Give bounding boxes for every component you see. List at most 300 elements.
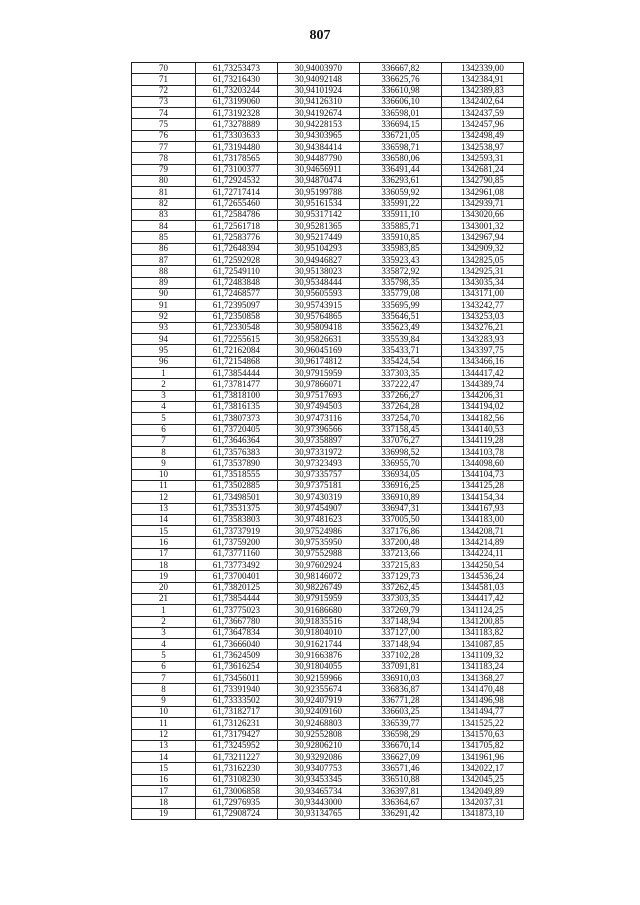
x-coordinate-cell: 335646,51: [359, 311, 441, 322]
latitude-cell: 61,73720405: [195, 424, 277, 435]
table-row: [132, 187, 524, 198]
table-row: [132, 627, 524, 638]
y-coordinate-cell: 1344182,56: [441, 413, 523, 424]
table-row: [132, 797, 524, 808]
latitude-cell: 61,72154868: [195, 356, 277, 367]
x-coordinate-cell: 336491,44: [359, 164, 441, 175]
longitude-cell: 30,92806210: [277, 740, 359, 751]
latitude-cell: 61,72717414: [195, 187, 277, 198]
latitude-cell: 61,72395097: [195, 300, 277, 311]
table-row: [132, 650, 524, 661]
longitude-cell: 30,95743915: [277, 300, 359, 311]
point-number-cell: 89: [132, 277, 196, 288]
table-row: [132, 345, 524, 356]
point-number-cell: 80: [132, 175, 196, 186]
x-coordinate-cell: 336721,05: [359, 130, 441, 141]
latitude-cell: 61,73108230: [195, 774, 277, 785]
table-row: [132, 571, 524, 582]
x-coordinate-cell: 336625,76: [359, 74, 441, 85]
point-number-cell: 8: [132, 684, 196, 695]
page-number: 807: [309, 28, 331, 43]
x-coordinate-cell: 336955,70: [359, 458, 441, 469]
y-coordinate-cell: 1344214,89: [441, 537, 523, 548]
longitude-cell: 30,94101924: [277, 85, 359, 96]
y-coordinate-cell: 1342925,31: [441, 266, 523, 277]
table-row: [132, 774, 524, 785]
longitude-cell: 30,95764865: [277, 311, 359, 322]
x-coordinate-cell: 337005,50: [359, 514, 441, 525]
table-row: [132, 379, 524, 390]
table-row: [132, 435, 524, 446]
longitude-cell: 30,92468803: [277, 718, 359, 729]
table-row: [132, 390, 524, 401]
y-coordinate-cell: 1344417,42: [441, 368, 523, 379]
longitude-cell: 30,95605593: [277, 288, 359, 299]
longitude-cell: 30,94126310: [277, 96, 359, 107]
y-coordinate-cell: 1344154,34: [441, 492, 523, 503]
table-row: [132, 334, 524, 345]
latitude-cell: 61,73666040: [195, 639, 277, 650]
x-coordinate-cell: 336606,10: [359, 96, 441, 107]
x-coordinate-cell: 335910,85: [359, 232, 441, 243]
latitude-cell: 61,73178565: [195, 153, 277, 164]
longitude-cell: 30,92355674: [277, 684, 359, 695]
y-coordinate-cell: 1342022,17: [441, 763, 523, 774]
point-number-cell: 15: [132, 763, 196, 774]
x-coordinate-cell: 337102,28: [359, 650, 441, 661]
y-coordinate-cell: 1344183,00: [441, 514, 523, 525]
longitude-cell: 30,97866071: [277, 379, 359, 390]
table-row: [132, 63, 524, 74]
point-number-cell: 75: [132, 119, 196, 130]
point-number-cell: 12: [132, 729, 196, 740]
point-number-cell: 17: [132, 786, 196, 797]
y-coordinate-cell: 1344208,71: [441, 526, 523, 537]
longitude-cell: 30,97494503: [277, 401, 359, 412]
x-coordinate-cell: 336910,03: [359, 673, 441, 684]
y-coordinate-cell: 1343466,16: [441, 356, 523, 367]
table-row: [132, 740, 524, 751]
y-coordinate-cell: 1342538,97: [441, 142, 523, 153]
point-number-cell: 71: [132, 74, 196, 85]
point-number-cell: 81: [132, 187, 196, 198]
table-row: [132, 526, 524, 537]
y-coordinate-cell: 1344224,11: [441, 548, 523, 559]
latitude-cell: 61,73646364: [195, 435, 277, 446]
x-coordinate-cell: 336397,81: [359, 786, 441, 797]
longitude-cell: 30,91804055: [277, 661, 359, 672]
table-row: [132, 639, 524, 650]
latitude-cell: 61,73203244: [195, 85, 277, 96]
x-coordinate-cell: 337222,47: [359, 379, 441, 390]
longitude-cell: 30,92409160: [277, 706, 359, 717]
latitude-cell: 61,73737919: [195, 526, 277, 537]
point-number-cell: 91: [132, 300, 196, 311]
longitude-cell: 30,94870474: [277, 175, 359, 186]
latitude-cell: 61,73781477: [195, 379, 277, 390]
longitude-cell: 30,92552808: [277, 729, 359, 740]
table-row: [132, 368, 524, 379]
point-number-cell: 4: [132, 401, 196, 412]
longitude-cell: 30,94946827: [277, 255, 359, 266]
latitude-cell: 61,72483848: [195, 277, 277, 288]
y-coordinate-cell: 1342457,96: [441, 119, 523, 130]
x-coordinate-cell: 336291,42: [359, 808, 441, 819]
y-coordinate-cell: 1344167,93: [441, 503, 523, 514]
point-number-cell: 3: [132, 627, 196, 638]
x-coordinate-cell: 335424,54: [359, 356, 441, 367]
y-coordinate-cell: 1344206,31: [441, 390, 523, 401]
x-coordinate-cell: 335923,43: [359, 255, 441, 266]
longitude-cell: 30,97915959: [277, 368, 359, 379]
y-coordinate-cell: 1343171,00: [441, 288, 523, 299]
point-number-cell: 1: [132, 368, 196, 379]
x-coordinate-cell: 336539,77: [359, 718, 441, 729]
x-coordinate-cell: 336916,25: [359, 480, 441, 491]
table-row: [132, 255, 524, 266]
y-coordinate-cell: 1341124,25: [441, 605, 523, 616]
x-coordinate-cell: 336610,98: [359, 85, 441, 96]
latitude-cell: 61,73245952: [195, 740, 277, 751]
y-coordinate-cell: 1343276,21: [441, 322, 523, 333]
latitude-cell: 61,73818100: [195, 390, 277, 401]
y-coordinate-cell: 1344104,73: [441, 469, 523, 480]
table-row: [132, 300, 524, 311]
x-coordinate-cell: 337076,27: [359, 435, 441, 446]
point-number-cell: 70: [132, 63, 196, 74]
x-coordinate-cell: 335433,71: [359, 345, 441, 356]
longitude-cell: 30,91804010: [277, 627, 359, 638]
table-row: [132, 311, 524, 322]
latitude-cell: 61,73179427: [195, 729, 277, 740]
y-coordinate-cell: 1341087,85: [441, 639, 523, 650]
longitude-cell: 30,92407919: [277, 695, 359, 706]
latitude-cell: 61,72648394: [195, 243, 277, 254]
latitude-cell: 61,73006858: [195, 786, 277, 797]
latitude-cell: 61,73820125: [195, 582, 277, 593]
latitude-cell: 61,72924532: [195, 175, 277, 186]
table-row: [132, 401, 524, 412]
table-row: [132, 413, 524, 424]
y-coordinate-cell: 1342498,49: [441, 130, 523, 141]
point-number-cell: 11: [132, 718, 196, 729]
y-coordinate-cell: 1342939,71: [441, 198, 523, 209]
point-number-cell: 13: [132, 503, 196, 514]
longitude-cell: 30,91835516: [277, 616, 359, 627]
longitude-cell: 30,94384414: [277, 142, 359, 153]
x-coordinate-cell: 335798,35: [359, 277, 441, 288]
latitude-cell: 61,73583803: [195, 514, 277, 525]
y-coordinate-cell: 1341873,10: [441, 808, 523, 819]
point-number-cell: 7: [132, 673, 196, 684]
y-coordinate-cell: 1341183,24: [441, 661, 523, 672]
longitude-cell: 30,97375181: [277, 480, 359, 491]
point-number-cell: 11: [132, 480, 196, 491]
table-row: [132, 537, 524, 548]
table-row: [132, 808, 524, 819]
longitude-cell: 30,97454907: [277, 503, 359, 514]
point-number-cell: 93: [132, 322, 196, 333]
latitude-cell: 61,72330548: [195, 322, 277, 333]
y-coordinate-cell: 1341496,98: [441, 695, 523, 706]
latitude-cell: 61,73576383: [195, 447, 277, 458]
latitude-cell: 61,73773492: [195, 560, 277, 571]
longitude-cell: 30,93407753: [277, 763, 359, 774]
longitude-cell: 30,97915959: [277, 593, 359, 604]
y-coordinate-cell: 1341961,96: [441, 752, 523, 763]
x-coordinate-cell: 336670,14: [359, 740, 441, 751]
y-coordinate-cell: 1342402,64: [441, 96, 523, 107]
table-row: [132, 243, 524, 254]
y-coordinate-cell: 1341570,63: [441, 729, 523, 740]
longitude-cell: 30,97481623: [277, 514, 359, 525]
latitude-cell: 61,73182717: [195, 706, 277, 717]
y-coordinate-cell: 1342339,00: [441, 63, 523, 74]
y-coordinate-cell: 1342045,25: [441, 774, 523, 785]
longitude-cell: 30,94656911: [277, 164, 359, 175]
table-row: [132, 593, 524, 604]
point-number-cell: 76: [132, 130, 196, 141]
longitude-cell: 30,94303965: [277, 130, 359, 141]
y-coordinate-cell: 1344119,28: [441, 435, 523, 446]
table-row: [132, 605, 524, 616]
latitude-cell: 61,73854444: [195, 368, 277, 379]
point-number-cell: 88: [132, 266, 196, 277]
point-number-cell: 5: [132, 650, 196, 661]
x-coordinate-cell: 337266,27: [359, 390, 441, 401]
table-row: [132, 763, 524, 774]
y-coordinate-cell: 1343253,03: [441, 311, 523, 322]
y-coordinate-cell: 1342384,91: [441, 74, 523, 85]
point-number-cell: 82: [132, 198, 196, 209]
y-coordinate-cell: 1342790,85: [441, 175, 523, 186]
x-coordinate-cell: 336580,06: [359, 153, 441, 164]
x-coordinate-cell: 335623,49: [359, 322, 441, 333]
point-number-cell: 15: [132, 526, 196, 537]
latitude-cell: 61,73537890: [195, 458, 277, 469]
longitude-cell: 30,95138023: [277, 266, 359, 277]
table-row: [132, 266, 524, 277]
latitude-cell: 61,72549110: [195, 266, 277, 277]
longitude-cell: 30,94092148: [277, 74, 359, 85]
latitude-cell: 61,73303633: [195, 130, 277, 141]
table-row: [132, 503, 524, 514]
table-row: [132, 153, 524, 164]
y-coordinate-cell: 1344389,74: [441, 379, 523, 390]
longitude-cell: 30,98226749: [277, 582, 359, 593]
latitude-cell: 61,72976935: [195, 797, 277, 808]
point-number-cell: 12: [132, 492, 196, 503]
x-coordinate-cell: 335779,08: [359, 288, 441, 299]
longitude-cell: 30,94487790: [277, 153, 359, 164]
x-coordinate-cell: 336598,01: [359, 108, 441, 119]
latitude-cell: 61,72583776: [195, 232, 277, 243]
longitude-cell: 30,95161534: [277, 198, 359, 209]
table-row: [132, 447, 524, 458]
table-row: [132, 695, 524, 706]
latitude-cell: 61,73126231: [195, 718, 277, 729]
x-coordinate-cell: 337254,70: [359, 413, 441, 424]
latitude-cell: 61,73518555: [195, 469, 277, 480]
y-coordinate-cell: 1343035,34: [441, 277, 523, 288]
latitude-cell: 61,73211227: [195, 752, 277, 763]
point-number-cell: 19: [132, 571, 196, 582]
x-coordinate-cell: 337200,48: [359, 537, 441, 548]
table-row: [132, 198, 524, 209]
point-number-cell: 90: [132, 288, 196, 299]
point-number-cell: 72: [132, 85, 196, 96]
point-number-cell: 6: [132, 661, 196, 672]
point-number-cell: 84: [132, 221, 196, 232]
y-coordinate-cell: 1342037,31: [441, 797, 523, 808]
longitude-cell: 30,97323493: [277, 458, 359, 469]
latitude-cell: 61,73502885: [195, 480, 277, 491]
longitude-cell: 30,91621744: [277, 639, 359, 650]
latitude-cell: 61,73333502: [195, 695, 277, 706]
point-number-cell: 2: [132, 379, 196, 390]
table-row: [132, 469, 524, 480]
point-number-cell: 10: [132, 706, 196, 717]
latitude-cell: 61,73624509: [195, 650, 277, 661]
longitude-cell: 30,95199788: [277, 187, 359, 198]
longitude-cell: 30,93134765: [277, 808, 359, 819]
longitude-cell: 30,97430319: [277, 492, 359, 503]
table-row: [132, 142, 524, 153]
table-row: [132, 130, 524, 141]
x-coordinate-cell: 336293,61: [359, 175, 441, 186]
latitude-cell: 61,72468577: [195, 288, 277, 299]
x-coordinate-cell: 336771,28: [359, 695, 441, 706]
latitude-cell: 61,72350858: [195, 311, 277, 322]
y-coordinate-cell: 1342825,05: [441, 255, 523, 266]
latitude-cell: 61,73775023: [195, 605, 277, 616]
y-coordinate-cell: 1344194,02: [441, 401, 523, 412]
point-number-cell: 1: [132, 605, 196, 616]
point-number-cell: 18: [132, 560, 196, 571]
point-number-cell: 74: [132, 108, 196, 119]
y-coordinate-cell: 1344125,28: [441, 480, 523, 491]
latitude-cell: 61,72162084: [195, 345, 277, 356]
longitude-cell: 30,97517693: [277, 390, 359, 401]
table-row: [132, 322, 524, 333]
x-coordinate-cell: 336364,67: [359, 797, 441, 808]
longitude-cell: 30,95104293: [277, 243, 359, 254]
x-coordinate-cell: 336510,88: [359, 774, 441, 785]
y-coordinate-cell: 1343397,75: [441, 345, 523, 356]
x-coordinate-cell: 337148,94: [359, 616, 441, 627]
point-number-cell: 16: [132, 774, 196, 785]
point-number-cell: 9: [132, 695, 196, 706]
y-coordinate-cell: 1343020,66: [441, 209, 523, 220]
y-coordinate-cell: 1344536,24: [441, 571, 523, 582]
x-coordinate-cell: 337213,66: [359, 548, 441, 559]
point-number-cell: 86: [132, 243, 196, 254]
point-number-cell: 10: [132, 469, 196, 480]
x-coordinate-cell: 337303,35: [359, 368, 441, 379]
latitude-cell: 61,72561718: [195, 221, 277, 232]
y-coordinate-cell: 1342389,83: [441, 85, 523, 96]
point-number-cell: 83: [132, 209, 196, 220]
point-number-cell: 9: [132, 458, 196, 469]
y-coordinate-cell: 1342909,32: [441, 243, 523, 254]
longitude-cell: 30,93465734: [277, 786, 359, 797]
table-row: [132, 492, 524, 503]
latitude-cell: 61,72655460: [195, 198, 277, 209]
y-coordinate-cell: 1343283,93: [441, 334, 523, 345]
longitude-cell: 30,97535950: [277, 537, 359, 548]
longitude-cell: 30,97335757: [277, 469, 359, 480]
y-coordinate-cell: 1344103,78: [441, 447, 523, 458]
point-number-cell: 73: [132, 96, 196, 107]
x-coordinate-cell: 336603,25: [359, 706, 441, 717]
x-coordinate-cell: 336598,29: [359, 729, 441, 740]
longitude-cell: 30,98146072: [277, 571, 359, 582]
point-number-cell: 13: [132, 740, 196, 751]
x-coordinate-cell: 337176,86: [359, 526, 441, 537]
point-number-cell: 94: [132, 334, 196, 345]
point-number-cell: 19: [132, 808, 196, 819]
point-number-cell: 14: [132, 514, 196, 525]
point-number-cell: 5: [132, 413, 196, 424]
y-coordinate-cell: 1341705,82: [441, 740, 523, 751]
y-coordinate-cell: 1342593,31: [441, 153, 523, 164]
y-coordinate-cell: 1342681,24: [441, 164, 523, 175]
y-coordinate-cell: 1342437,59: [441, 108, 523, 119]
x-coordinate-cell: 337215,83: [359, 560, 441, 571]
y-coordinate-cell: 1344581,03: [441, 582, 523, 593]
x-coordinate-cell: 337262,45: [359, 582, 441, 593]
table-row: [132, 74, 524, 85]
coordinates-table: [131, 62, 524, 820]
point-number-cell: 8: [132, 447, 196, 458]
x-coordinate-cell: 337264,28: [359, 401, 441, 412]
table-row: [132, 96, 524, 107]
x-coordinate-cell: 337091,81: [359, 661, 441, 672]
latitude-cell: 61,72908724: [195, 808, 277, 819]
latitude-cell: 61,73278889: [195, 119, 277, 130]
x-coordinate-cell: 337129,73: [359, 571, 441, 582]
x-coordinate-cell: 336947,31: [359, 503, 441, 514]
latitude-cell: 61,73816135: [195, 401, 277, 412]
x-coordinate-cell: 337158,45: [359, 424, 441, 435]
latitude-cell: 61,73647834: [195, 627, 277, 638]
longitude-cell: 30,94003970: [277, 63, 359, 74]
latitude-cell: 61,73456011: [195, 673, 277, 684]
longitude-cell: 30,96174812: [277, 356, 359, 367]
x-coordinate-cell: 337303,35: [359, 593, 441, 604]
longitude-cell: 30,95217449: [277, 232, 359, 243]
y-coordinate-cell: 1341494,77: [441, 706, 523, 717]
y-coordinate-cell: 1341109,32: [441, 650, 523, 661]
latitude-cell: 61,72592928: [195, 255, 277, 266]
point-number-cell: 20: [132, 582, 196, 593]
longitude-cell: 30,97396566: [277, 424, 359, 435]
table-row: [132, 108, 524, 119]
latitude-cell: 61,73759200: [195, 537, 277, 548]
latitude-cell: 61,73216430: [195, 74, 277, 85]
point-number-cell: 79: [132, 164, 196, 175]
table-row: [132, 480, 524, 491]
longitude-cell: 30,92159966: [277, 673, 359, 684]
point-number-cell: 3: [132, 390, 196, 401]
longitude-cell: 30,97602924: [277, 560, 359, 571]
latitude-cell: 61,73700401: [195, 571, 277, 582]
table-row: [132, 424, 524, 435]
latitude-cell: 61,73667780: [195, 616, 277, 627]
latitude-cell: 61,73100377: [195, 164, 277, 175]
table-row: [132, 356, 524, 367]
table-row: [132, 684, 524, 695]
